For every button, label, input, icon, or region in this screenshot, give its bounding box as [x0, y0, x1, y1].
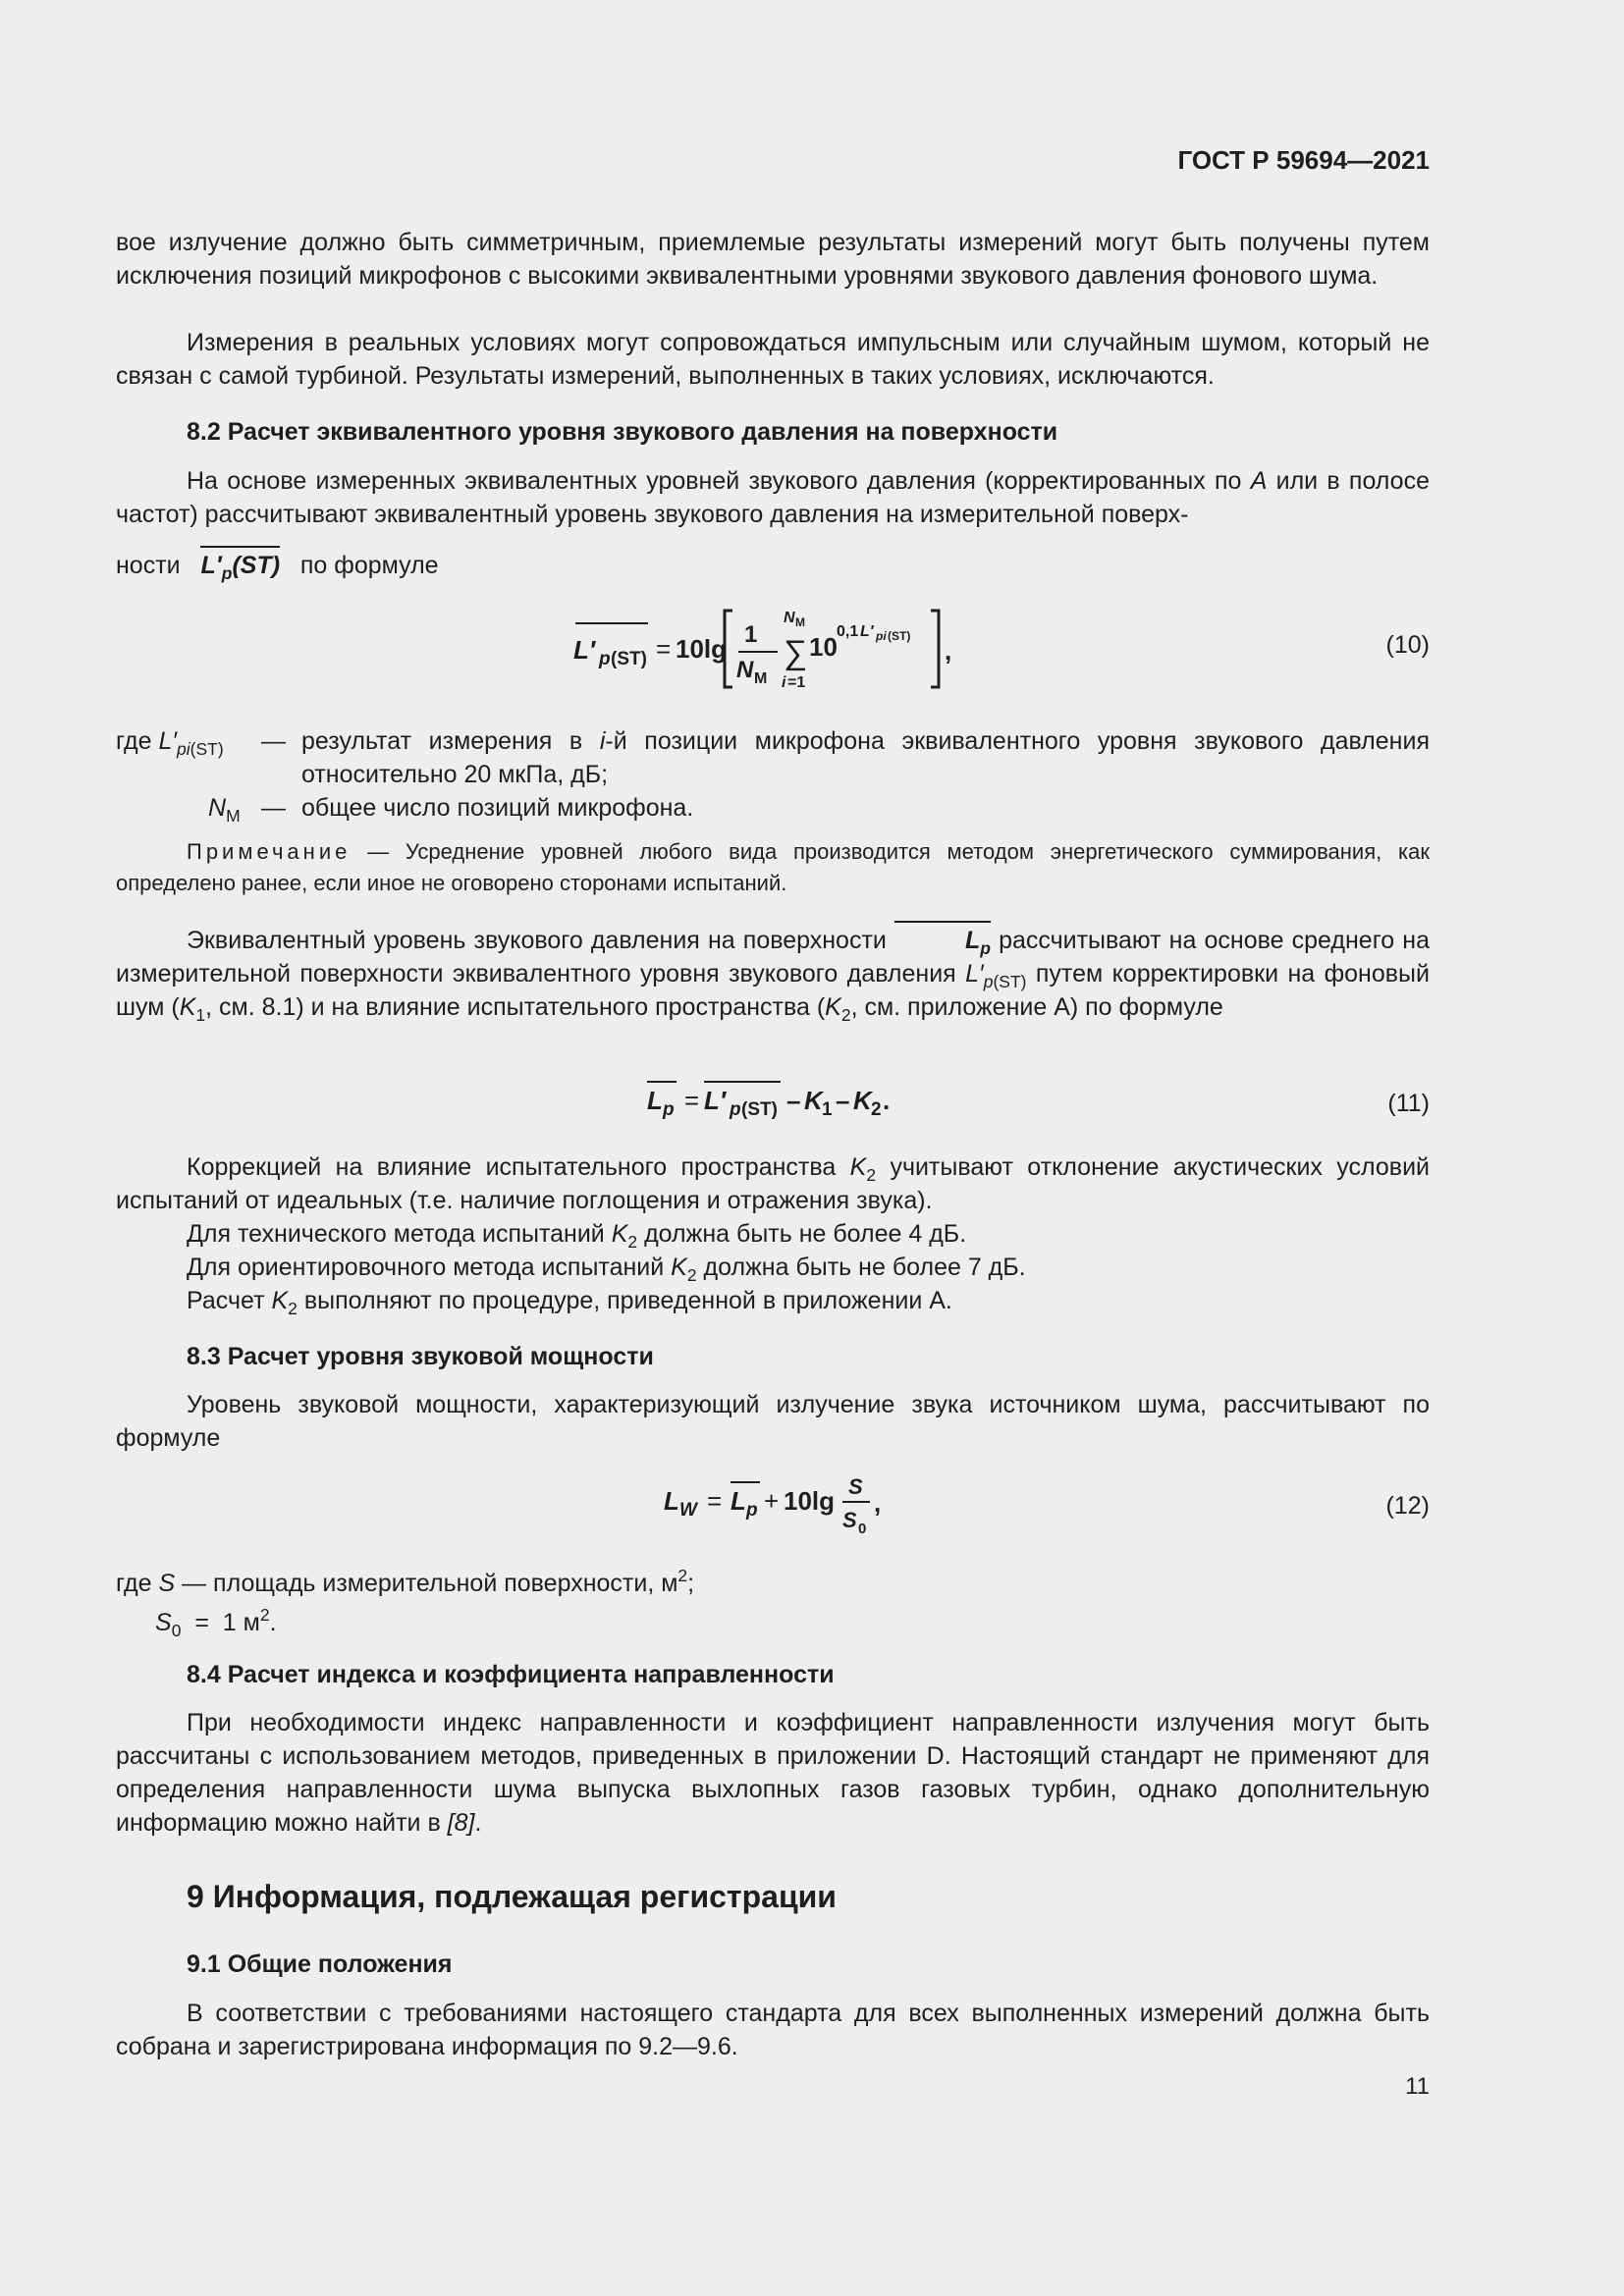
svg-text:2: 2 [871, 1099, 882, 1120]
svg-text:S: S [842, 1508, 857, 1532]
svg-text:S: S [848, 1474, 863, 1499]
definition-s0: $S_0 = 1$ $м^2$. [155, 1605, 277, 1640]
section-heading-9-1: 9.1 Общие положения [187, 1950, 453, 1978]
definition-nm-symbol: $N_M$ [208, 794, 241, 826]
equation-number-12: (12) [1385, 1492, 1430, 1520]
svg-text:10lg: 10lg [676, 634, 728, 664]
svg-text:0,1: 0,1 [837, 623, 859, 640]
svg-text:1: 1 [822, 1099, 833, 1120]
svg-text:,: , [945, 636, 952, 666]
svg-text:–: – [836, 1086, 850, 1115]
equation-number-11: (11) [1387, 1090, 1430, 1117]
svg-text:L′: L′ [573, 635, 596, 665]
svg-text:p: p [663, 1099, 675, 1120]
svg-text:L: L [731, 1486, 746, 1516]
text-po-formule: по формуле [299, 552, 439, 579]
text-nosti: ности [116, 552, 181, 579]
paragraph-k2-technical: Для технического метода испытаний $K_2$ должна быть не более 4 дБ. [187, 1220, 967, 1252]
svg-text:N: N [736, 657, 754, 683]
svg-text:L′: L′ [704, 1086, 727, 1115]
page-number: 11 [1405, 2073, 1430, 2100]
paragraph-lp-definition: Эквивалентный уровень звукового давления на поверхности $L_p$ рассчитывают на основе среднего на измерительной поверхности эквивалентного уровня звукового давления $L'_{p(ST)}$ путем корректировки на фоновый шум ($K_1$, см. 8.1) и на влияние испытательного пространства ($K_2$, см. приложение А) по формуле [116, 921, 1430, 1024]
svg-text:=: = [656, 634, 672, 664]
svg-text:W: W [679, 1500, 697, 1521]
paragraph-k2-correction: Коррекцией на влияние испытательного пространства $K_2$ учитывают отклонение акустических условий испытаний от идеальных (т.е. наличие поглощения и отражения звука). [116, 1153, 1431, 1214]
svg-text:p: p [599, 649, 611, 669]
paragraph-8-2-intro: На основе измеренных эквивалентных уровней звукового давления (корректированных по A или в полосе частот) рассчитывают эквивалентный уровень звукового давления на измерительной поверх- [116, 467, 1430, 528]
paragraph-directivity: При необходимости индекс направленности и коэффициент направленности излучения могут быть рассчитаны с использованием методов, приведенных в приложении D. Настоящий стандарт не применяют для определения направленности шума выпуска выхлопных газов газовых турбин, однако дополнительную информацию можно найти в [8]. [116, 1709, 1430, 1837]
formula-11 [643, 1074, 938, 1133]
svg-text:pi: pi [876, 629, 887, 643]
note-text: — Усреднение уровней любого вида производится методом энергетического суммирования, как определено ранее, если иное не оговорено сторонами испытаний. [116, 839, 1430, 895]
formula-10-graphic [569, 599, 982, 697]
svg-text:10lg: 10lg [784, 1486, 836, 1516]
svg-text:(ST): (ST) [741, 1099, 778, 1120]
formula-12-graphic [660, 1465, 915, 1543]
note-label: Примечание [187, 839, 352, 864]
paragraph-8-2-tail [116, 546, 439, 582]
paragraph-continuation: вое излучение должно быть симметричным, приемлемые результаты измерений могут быть получены путем исключения позиций микрофонов с высокими эквивалентными уровнями звукового давления фонового шума. [116, 229, 1430, 290]
svg-text:,: , [874, 1488, 882, 1518]
svg-text:p: p [730, 1099, 741, 1120]
definition-text-1: результат измерения в i-й позиции микрофона эквивалентного уровня звукового давления относительно 20 мкПа, дБ; [301, 727, 1430, 788]
equation-number-10: (10) [1385, 631, 1430, 659]
svg-text:M: M [754, 670, 768, 687]
svg-text:0: 0 [858, 1521, 867, 1537]
svg-text:p: p [746, 1500, 758, 1521]
svg-text:.: . [883, 1086, 891, 1115]
svg-text:–: – [786, 1086, 801, 1115]
svg-text:L: L [647, 1086, 663, 1115]
svg-text:10: 10 [809, 632, 838, 662]
paragraph-k2-procedure: Расчет $K_2$ выполняют по процедуре, приведенной в приложении А. [187, 1287, 952, 1318]
formula-11-graphic [643, 1074, 938, 1133]
paragraph-k2-survey: Для ориентировочного метода испытаний $K_2$ должна быть не более 7 дБ. [187, 1254, 1026, 1285]
svg-text:K: K [804, 1086, 823, 1115]
section-heading-8-3: 8.3 Расчет уровня звуковой мощности [187, 1343, 654, 1370]
paragraph-real-conditions: Измерения в реальных условиях могут сопровождаться импульсным или случайным шумом, который не связан с самой турбиной. Результаты измерений, выполненных в таких условиях, исключаются. [116, 329, 1430, 390]
svg-text:(ST): (ST) [888, 629, 911, 643]
svg-text:L′: L′ [860, 623, 874, 640]
svg-text:∑: ∑ [784, 634, 808, 671]
definition-dash-1: — [261, 727, 286, 755]
section-heading-9: 9 Информация, подлежащая регистрации [187, 1879, 837, 1914]
formula-10 [569, 599, 982, 697]
note-block [116, 836, 1430, 899]
svg-text:=1: =1 [787, 674, 806, 691]
svg-text:N: N [784, 610, 795, 626]
section-heading-8-2: 8.2 Расчет эквивалентного уровня звукового давления на поверхности [187, 418, 1058, 446]
svg-text:M: M [795, 615, 805, 629]
definition-s: где S — площадь измерительной поверхности, $м^2$; [116, 1566, 695, 1597]
formula-12 [660, 1465, 915, 1543]
paragraph-general-provisions: В соответствии с требованиями настоящего стандарта для всех выполненных измерений должна быть собрана и зарегистрирована информация по 9.2—9.6. [116, 2000, 1430, 2060]
svg-text:L: L [664, 1486, 679, 1516]
svg-text:K: K [853, 1086, 872, 1115]
symbol-lp-st-mean: $L'_p(ST)$ [200, 546, 280, 582]
svg-text:1: 1 [744, 621, 758, 648]
section-heading-8-4: 8.4 Расчет индекса и коэффициента направленности [187, 1661, 835, 1688]
definition-text-2: общее число позиций микрофона. [301, 794, 694, 822]
svg-text:i: i [782, 674, 786, 691]
svg-text:=: = [707, 1486, 723, 1516]
paragraph-sound-power: Уровень звуковой мощности, характеризующий излучение звука источником шума, рассчитывают по формуле [116, 1391, 1430, 1452]
svg-text:+: + [764, 1486, 780, 1516]
definition-dash-2: — [261, 794, 286, 822]
svg-text:(ST): (ST) [611, 649, 647, 669]
definition-where-label: где $L'_{pi(ST)}$ [116, 727, 224, 759]
document-header: ГОСТ Р 59694—2021 [1177, 145, 1430, 175]
svg-text:=: = [684, 1086, 700, 1115]
